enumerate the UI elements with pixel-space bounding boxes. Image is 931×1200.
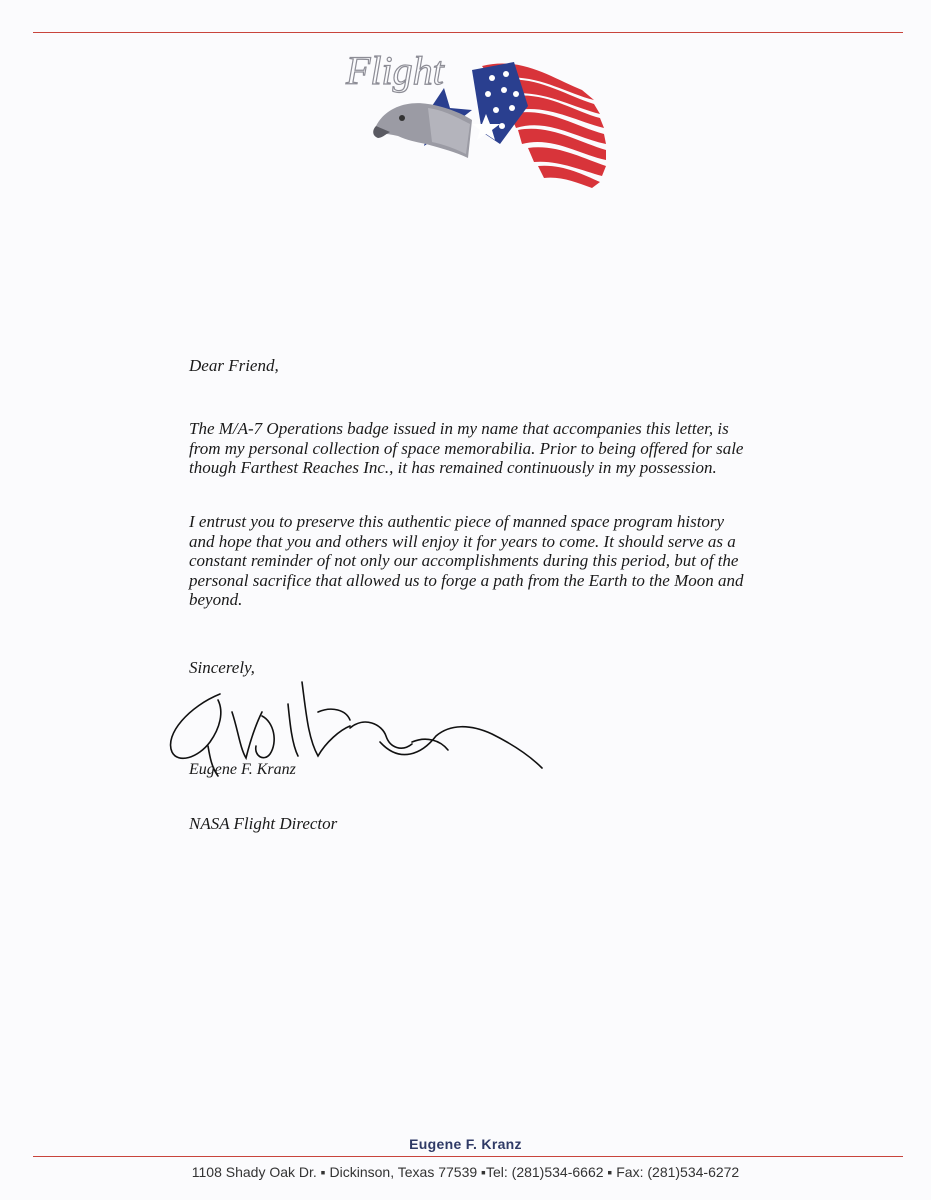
top-rule <box>33 32 903 33</box>
letter-greeting: Dear Friend, <box>189 356 279 375</box>
signature-name: Eugene F. Kranz <box>189 761 296 778</box>
bottom-rule <box>33 1156 903 1157</box>
letter-paragraph-2: I entrust you to preserve this authentic piece of manned space program history and hope that you and others will enjoy it for years to come. It should serve as a constant reminder of not only our accomplishments during this period, but of the personal sacrifice that allowed us to forge a path from the Earth to the Moon and beyond. <box>189 512 744 610</box>
letter-closing: Sincerely, <box>189 658 255 677</box>
letter-paragraph-1: The M/A-7 Operations badge issued in my name that accompanies this letter, is from my personal collection of space memorabilia. Prior to being offered for sale though Farthest Reaches Inc., it has remained continuously in my possession. <box>189 419 744 478</box>
footer-name: Eugene F. Kranz <box>409 1136 522 1152</box>
eagle-flag-logo <box>332 48 612 198</box>
footer-address: 1108 Shady Oak Dr. ▪ Dickinson, Texas 77539 ▪Tel: (281)534-6662 ▪ Fax: (281)534-6272 <box>191 1164 740 1180</box>
logo-wordmark: Flight <box>346 48 444 93</box>
signature-title: NASA Flight Director <box>189 814 338 833</box>
